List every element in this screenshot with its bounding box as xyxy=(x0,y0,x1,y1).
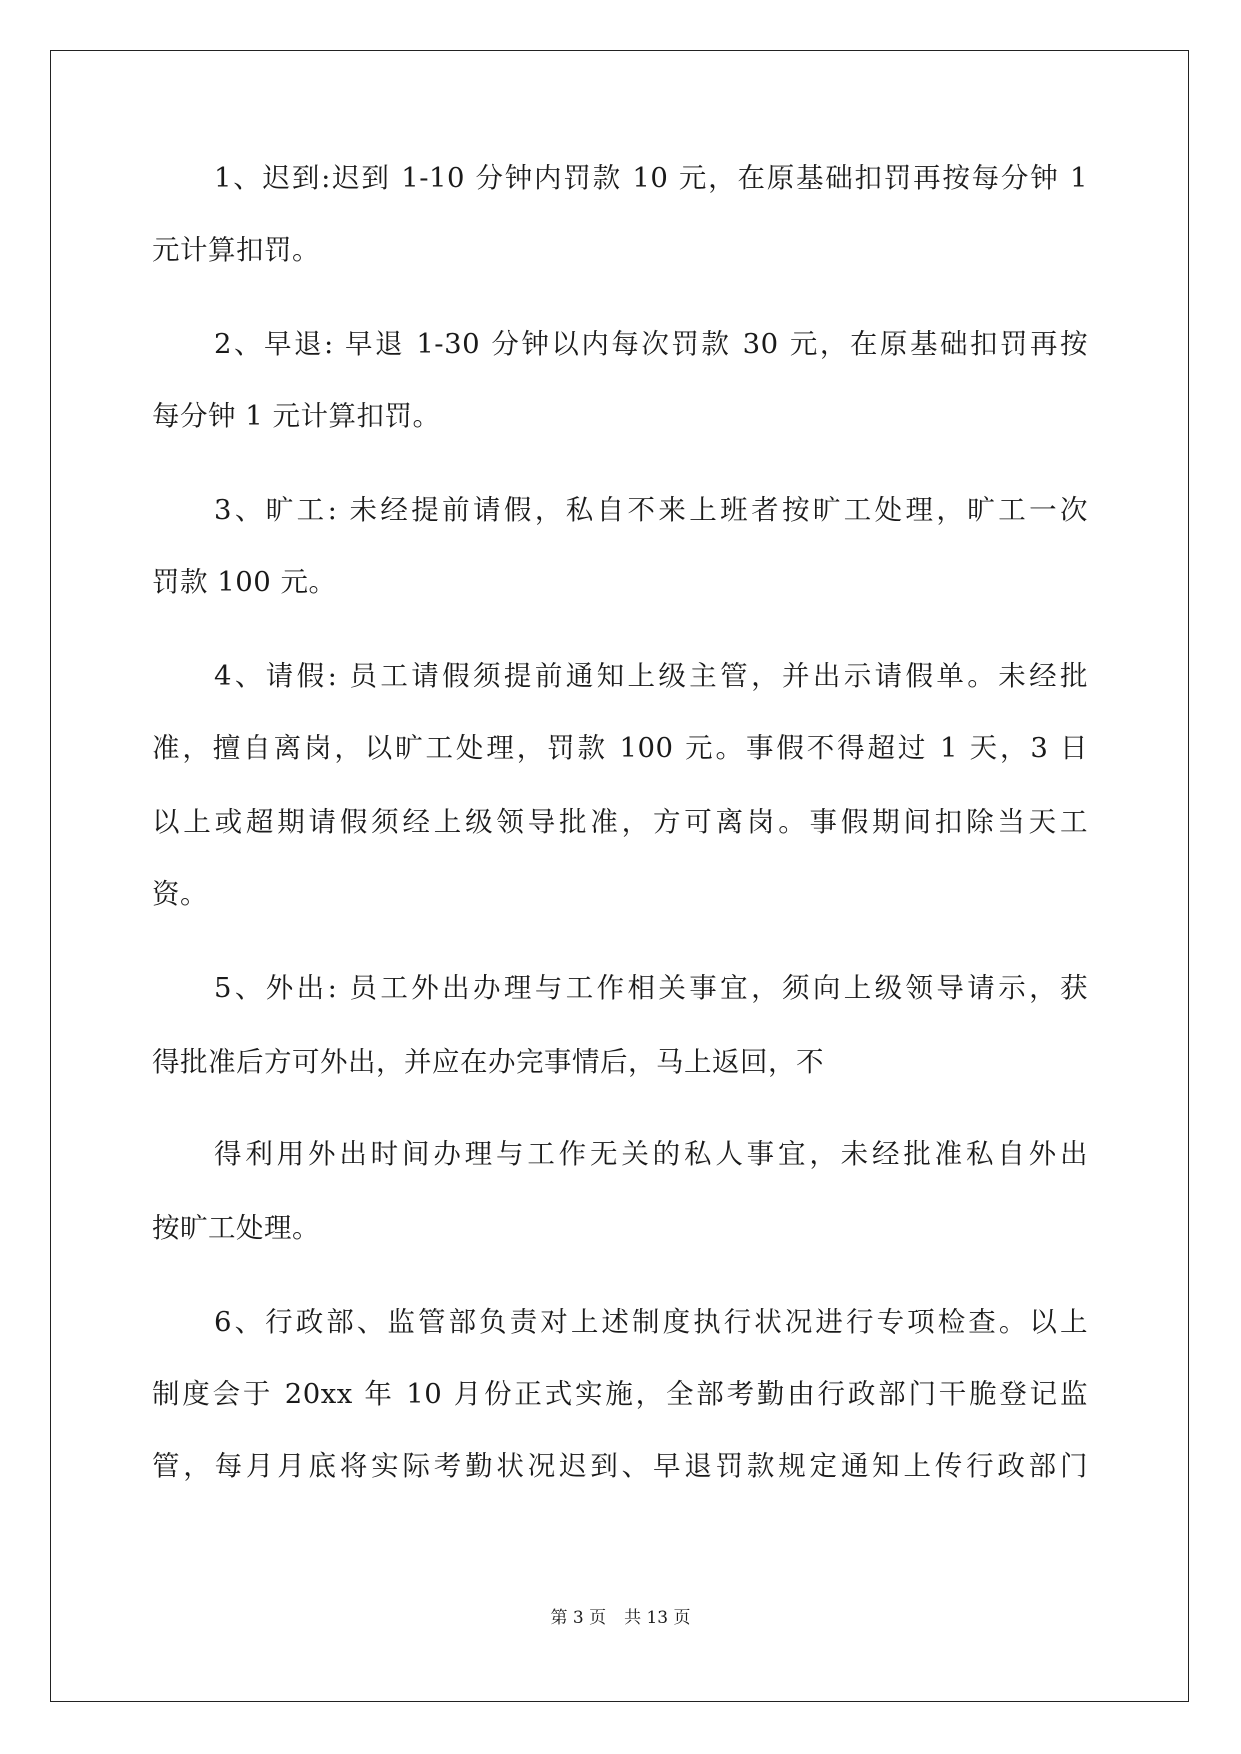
paragraph-5-line-1: 5、外出: 员工外出办理与工作相关事宜，须向上级领导请示，获 xyxy=(214,972,1088,1004)
paragraph-1-line-2: 元计算扣罚。 xyxy=(152,234,320,266)
paragraph-7-line-1: 6、行政部、监管部负责对上述制度执行状况进行专项检查。以上 xyxy=(214,1306,1088,1338)
paragraph-7-line-2: 制度会于 20xx 年 10 月份正式实施，全部考勤由行政部门干脆登记监 xyxy=(152,1378,1088,1410)
page-number: 第 3 页 xyxy=(550,1608,607,1628)
paragraph-4-line-3: 以上或超期请假须经上级领导批准，方可离岗。事假期间扣除当天工 xyxy=(152,806,1088,838)
paragraph-2-line-1: 2、早退: 早退 1-30 分钟以内每次罚款 30 元，在原基础扣罚再按 xyxy=(214,328,1088,360)
paragraph-4-line-1: 4、请假: 员工请假须提前通知上级主管，并出示请假单。未经批 xyxy=(214,660,1088,692)
paragraph-1-line-1: 1、迟到:迟到 1-10 分钟内罚款 10 元，在原基础扣罚再按每分钟 1 xyxy=(214,162,1088,194)
paragraph-4-line-4: 资。 xyxy=(152,878,208,910)
paragraph-4-line-2: 准，擅自离岗，以旷工处理，罚款 100 元。事假不得超过 1 天，3 日 xyxy=(152,732,1088,764)
paragraph-2-line-2: 每分钟 1 元计算扣罚。 xyxy=(152,400,441,432)
paragraph-6-line-2: 按旷工处理。 xyxy=(152,1212,320,1244)
page-footer xyxy=(0,1606,1241,1630)
page-total: 共 13 页 xyxy=(624,1608,691,1628)
paragraph-6-line-1: 得利用外出时间办理与工作无关的私人事宜，未经批准私自外出 xyxy=(214,1138,1088,1170)
paragraph-7-line-3: 管，每月月底将实际考勤状况迟到、早退罚款规定通知上传行政部门 xyxy=(152,1450,1088,1482)
paragraph-3-line-2: 罚款 100 元。 xyxy=(152,566,337,598)
paragraph-5-line-2: 得批准后方可外出，并应在办完事情后，马上返回，不 xyxy=(152,1046,824,1078)
paragraph-3-line-1: 3、旷工: 未经提前请假，私自不来上班者按旷工处理，旷工一次 xyxy=(214,494,1088,526)
